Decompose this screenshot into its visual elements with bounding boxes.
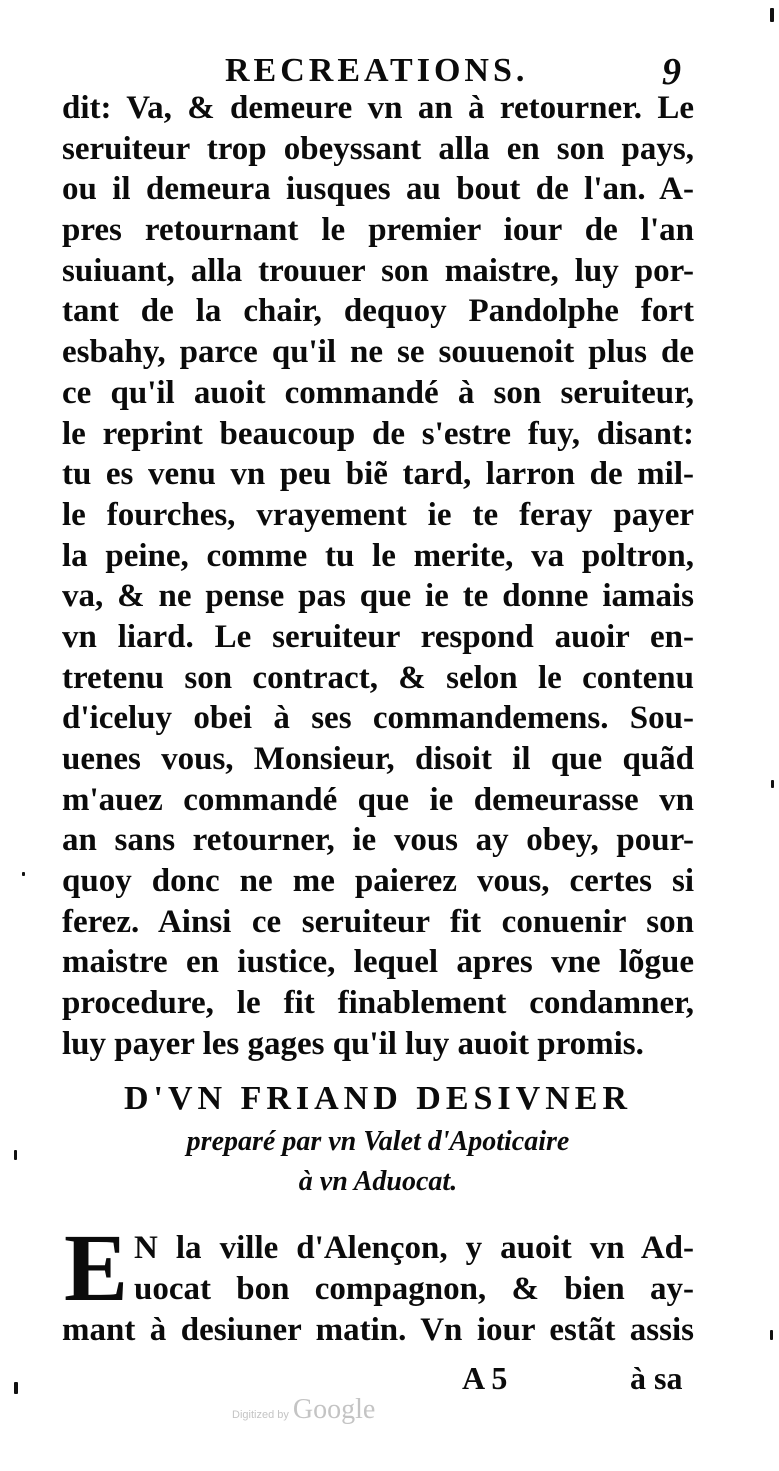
text-line: mant à desiuner matin. Vn iour estãt assis: [62, 1312, 694, 1348]
text-line: esbahy, parce qu'il ne se souuenoit plus de: [62, 334, 694, 371]
text-line: dit: Va, & demeure vn an à retourner. Le: [62, 90, 694, 126]
text-line: suiuant, alla trouuer son maistre, luy por-: [62, 252, 694, 289]
text-line: d'iceluy obei à ses commandemens. Sou-: [62, 700, 694, 737]
text-line: ce qu'il auoit commandé à son seruiteur,: [62, 374, 694, 411]
text-line: tretenu son contract, & selon le contenu: [62, 659, 694, 696]
scan-speck: [22, 872, 25, 876]
text-line: N la ville d'Alençon, y auoit vn Ad-: [134, 1230, 694, 1266]
running-head: RECREATIONS.: [225, 52, 529, 89]
text-line: ou il demeura iusques au bout de l'an. A-: [62, 171, 694, 208]
paragraph-1: [62, 88, 694, 1065]
scan-speck: [770, 8, 774, 22]
page-number: 9: [662, 51, 681, 93]
paragraph-2: [62, 1228, 694, 1351]
section-heading: D'VN FRIAND DESIVNER: [123, 1080, 633, 1117]
text-line: le reprint beaucoup de s'estre fuy, disant:: [62, 415, 694, 452]
watermark-prefix: Digitized by: [232, 1409, 289, 1421]
text-line: uenes vous, Monsieur, disoit il que quãd: [62, 741, 694, 777]
scan-speck: [14, 1382, 18, 1394]
text-line: maistre en iustice, lequel apres vne lõgue: [62, 944, 694, 981]
text-line: pres retournant le premier iour de l'an: [62, 212, 694, 249]
text-line: tu es venu vn peu biẽ tard, larron de mil-: [62, 456, 694, 493]
text-line: la peine, comme tu le merite, va poltron,: [62, 537, 694, 574]
section-subheading: preparé par vn Valet d'Apoticaire: [186, 1126, 570, 1157]
digitized-watermark: [232, 1394, 375, 1426]
section-subheading: à vn Aduocat.: [298, 1166, 458, 1197]
scan-speck: [14, 1150, 17, 1160]
text-line: an sans retourner, ie vous ay obey, pour-: [62, 822, 694, 859]
scan-speck: [771, 780, 774, 788]
drop-cap: E: [64, 1214, 129, 1321]
scan-speck: [770, 1330, 773, 1340]
text-line: le fourches, vrayement ie te feray payer: [62, 496, 694, 533]
text-line: luy payer les gages qu'il luy auoit promis.: [62, 1025, 644, 1062]
watermark-brand: Google: [292, 1394, 376, 1425]
signature-mark: A 5: [462, 1360, 508, 1396]
text-line: quoy donc ne me paierez vous, certes si: [62, 863, 694, 900]
text-line: uocat bon compagnon, & bien ay-: [134, 1271, 694, 1307]
text-line: m'auez commandé que ie demeurasse vn: [62, 781, 694, 818]
text-line: seruiteur trop obeyssant alla en son pays,: [62, 130, 694, 167]
text-line: procedure, le fit finablement condamner,: [62, 985, 694, 1022]
text-line: vn liard. Le seruiteur respond auoir en-: [62, 618, 694, 655]
catchword: à sa: [630, 1360, 683, 1396]
text-line: tant de la chair, dequoy Pandolphe fort: [62, 293, 694, 330]
text-line: va, & ne pense pas que ie te donne iamais: [62, 578, 694, 615]
text-line: ferez. Ainsi ce seruiteur fit conuenir son: [62, 903, 694, 940]
